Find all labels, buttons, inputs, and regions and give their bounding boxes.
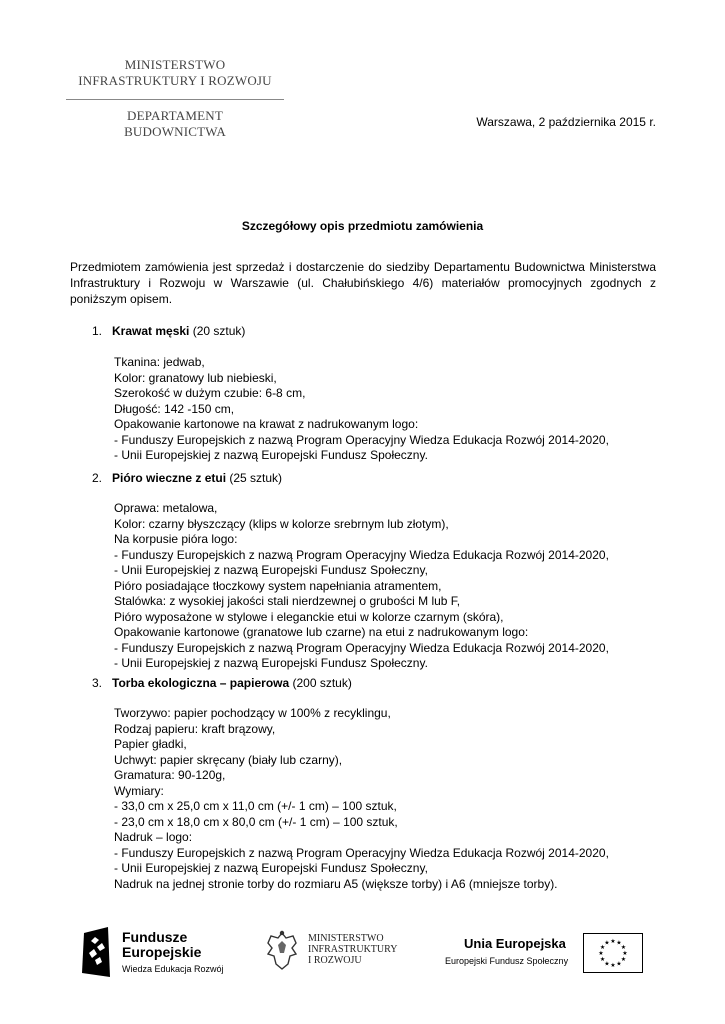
spec-line: - 33,0 cm x 25,0 cm x 11,0 cm (+/- 1 cm) – 100 sztuk, [114,799,397,813]
item-number: 2. [92,471,103,485]
spec-line: Kolor: granatowy lub niebieski, [114,370,277,385]
eu-star-icon: ★ [604,940,610,947]
eu-star-icon: ★ [598,951,604,957]
item-quantity: (20 sztuk) [189,324,246,338]
fe-title [122,930,201,960]
department-line-1: DEPARTAMENT [127,108,223,123]
spec-line: Tworzywo: papier pochodzący w 100% z recyklingu, [114,706,391,720]
footer-logos [0,920,725,990]
eu-star-icon: ★ [599,945,606,951]
spec-line: Stalówka: z wysokiej jakości stali nierdzewnej o grubości M lub F, [114,594,461,608]
spec-line: Kolor: czarny błyszczący (klips w kolorze srebrnym lub złotym), [114,516,449,531]
spec-line: - Unii Europejskiej z nazwą Europejski Fundusz Społeczny, [114,861,428,875]
item-quantity: (25 sztuk) [226,471,283,485]
item-number: 1. [92,324,103,338]
document-title: Szczegółowy opis przedmiotu zamówienia [241,219,484,233]
intro-paragraph: Przedmiotem zamówienia jest sprzedaż i dostarczenie do siedziby Departamentu Budownictwa Ministerstwa Infrastruktury i Rozwoju w Warszawie (ul. Chałubińskiego 4/6) materiałów promocyjnych zgodnych z poniższym opisem. [70,260,656,306]
spec-line: Opakowanie kartonowe na krawat z nadrukowanym logo: [114,417,419,431]
eu-star-icon: ★ [616,940,622,947]
header-divider [66,99,284,100]
item-heading-2 [92,471,282,487]
spec-line: Opakowanie kartonowe (granatowe lub czarne) na etui z nadrukowanym logo: [114,625,529,639]
mir-line-3: I ROZWOJU [308,955,362,966]
eu-star-icon: ★ [622,951,628,957]
spec-line: - 23,0 cm x 18,0 cm x 80,0 cm (+/- 1 cm) – 100 sztuk, [114,814,398,829]
mir-line-1: MINISTERSTWO [308,933,384,944]
spec-line: Oprawa: metalowa, [114,501,218,515]
ministry-logo-text [308,933,397,966]
eu-star-icon: ★ [620,945,627,951]
mir-line-2: INFRASTRUKTURY [308,944,398,955]
spec-line: Nadruk – logo: [114,830,193,844]
document-date: Warszawa, 2 października 2015 r. [476,115,656,129]
item-heading-1 [92,324,245,340]
department-name [66,108,284,140]
spec-line: Papier gładki, [114,737,187,751]
spec-line: - Unii Europejskiej z nazwą Europejski Fundusz Społeczny. [114,448,428,462]
fe-line-2: Europejskie [122,944,202,960]
spec-line: - Funduszy Europejskich z nazwą Program Operacyjny Wiedza Edukacja Rozwój 2014-2020, [114,845,609,860]
eu-star-icon: ★ [604,961,610,968]
item-spec-1 [114,355,609,464]
spec-line: Uchwyt: papier skręcany (biały lub czarny), [114,752,343,767]
ministry-line-1: MINISTERSTWO [124,57,226,72]
fundusze-europejskie-icon [82,927,112,979]
eu-subtitle: Europejski Fundusz Społeczny [445,956,569,966]
eu-flag-icon [583,933,643,973]
item-number: 3. [92,676,103,690]
department-line-2: BUDOWNICTWA [124,124,226,139]
fe-subtitle: Wiedza Edukacja Rozwój [122,964,224,974]
spec-line: - Funduszy Europejskich z nazwą Program Operacyjny Wiedza Edukacja Rozwój 2014-2020, [114,547,609,562]
eu-star-icon: ★ [620,957,627,963]
spec-line: Szerokość w dużym czubie: 6-8 cm, [114,386,306,400]
spec-line: Pióro posiadające tłoczkowy system napełniania atramentem, [114,578,442,593]
ministry-line-2: INFRASTRUKTURY I ROZWOJU [78,73,272,88]
item-name: Krawat męski [112,324,190,338]
spec-line: Nadruk na jednej stronie torby do rozmiaru A5 (większe torby) i A6 (mniejsze torby). [114,876,558,891]
spec-line: Tkanina: jedwab, [114,355,205,369]
spec-line: - Funduszy Europejskich z nazwą Program Operacyjny Wiedza Edukacja Rozwój 2014-2020, [114,640,609,655]
eu-logo [440,933,640,978]
spec-line: - Unii Europejskiej z nazwą Europejski Fundusz Społeczny, [114,563,428,577]
spec-line: Pióro wyposażone w stylowe i eleganckie etui w kolorze czarnym (skóra), [114,609,504,624]
ministry-logo [263,927,413,977]
spec-line: Gramatura: 90-120g, [114,768,226,782]
spec-line: Na korpusie pióra logo: [114,532,238,546]
eu-title: Unia Europejska [464,936,566,951]
eagle-emblem-icon [263,929,301,973]
item-heading-3 [92,676,352,692]
item-spec-2 [114,501,609,672]
spec-line: - Funduszy Europejskich z nazwą Program Operacyjny Wiedza Edukacja Rozwój 2014-2020, [114,432,609,447]
fe-line-1: Fundusze [122,929,188,945]
eu-star-icon: ★ [610,963,616,969]
fundusze-europejskie-logo [82,925,242,980]
eu-star-icon: ★ [599,957,606,963]
item-spec-3 [114,706,609,892]
ministry-name [66,57,284,89]
eu-star-icon: ★ [616,961,622,968]
eu-star-icon: ★ [610,939,616,945]
item-name: Pióro wieczne z etui [112,471,227,485]
spec-line: Wymiary: [114,783,164,798]
item-name: Torba ekologiczna – papierowa [112,676,290,690]
item-quantity: (200 sztuk) [289,676,352,690]
spec-line: - Unii Europejskiej z nazwą Europejski Fundusz Społeczny. [114,656,428,670]
spec-line: Rodzaj papieru: kraft brązowy, [114,721,276,736]
spec-line: Długość: 142 -150 cm, [114,401,235,416]
